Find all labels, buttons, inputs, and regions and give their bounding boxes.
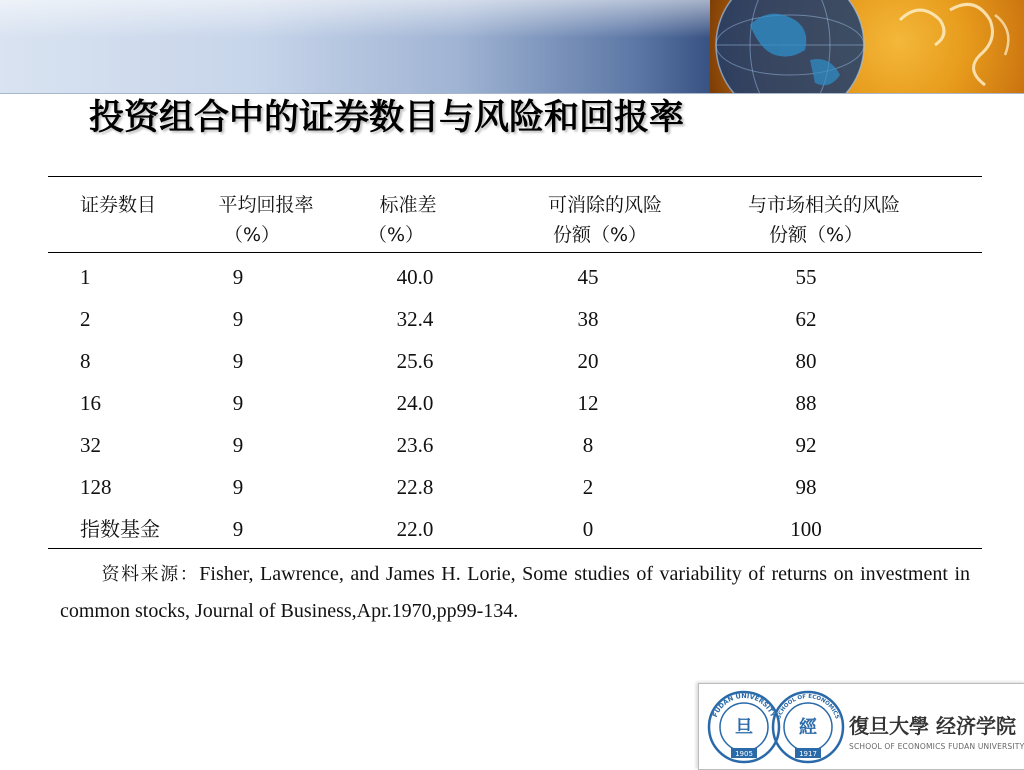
- cell-diversifiable-risk: 45: [577, 265, 599, 289]
- cell-diversifiable-risk: 0: [582, 517, 594, 541]
- university-seals: [707, 690, 847, 764]
- cell-diversifiable-risk: 8: [582, 433, 594, 457]
- svg-text:旦: 旦: [735, 717, 753, 738]
- col-header-market-risk: 与市场相关的风险: [747, 194, 901, 216]
- cell-market-risk: 62: [795, 307, 817, 331]
- cell-market-risk: 92: [795, 433, 817, 457]
- cell-securities-count: 16: [80, 391, 101, 415]
- svg-text:SCHOOL OF ECONOMICS: SCHOOL OF ECONOMICS: [776, 693, 840, 720]
- cell-avg-return: 9: [232, 433, 244, 457]
- cell-diversifiable-risk: 38: [577, 307, 599, 331]
- table-bottom-rule: [48, 548, 982, 549]
- cell-diversifiable-risk: 12: [577, 391, 599, 415]
- cell-avg-return: 9: [232, 307, 244, 331]
- cell-avg-return: 9: [232, 349, 244, 373]
- col-header-diversifiable-risk: 可消除的风险: [547, 194, 663, 216]
- source-citation: Fisher, Lawrence, and James H. Lorie, Some studies of variability of returns on investment in common stocks, Journal of Business,Apr.1970,pp99-134.: [60, 563, 970, 622]
- fudan-economics-logo: [698, 683, 1024, 770]
- cell-securities-count: 指数基金: [80, 517, 160, 541]
- cell-std-dev: 22.0: [396, 517, 434, 541]
- cell-avg-return: 9: [232, 475, 244, 499]
- source-note: [60, 556, 970, 629]
- cell-market-risk: 100: [790, 517, 822, 541]
- col-header-avg-return-unit: （%）: [223, 224, 281, 246]
- header-banner: [0, 0, 1024, 94]
- cell-securities-count: 1: [80, 265, 91, 289]
- svg-text:經: 經: [799, 717, 817, 738]
- cell-avg-return: 9: [232, 391, 244, 415]
- cell-securities-count: 128: [80, 475, 112, 499]
- cell-market-risk: 55: [795, 265, 817, 289]
- col-header-std-dev-unit: （%）: [367, 224, 425, 246]
- logo-name-zh: 復旦大學 经济学院: [849, 714, 1016, 738]
- economics-seal: [773, 692, 843, 762]
- cell-securities-count: 8: [80, 349, 91, 373]
- table-header-rule: [48, 252, 982, 253]
- cell-diversifiable-risk: 20: [577, 349, 599, 373]
- cell-std-dev: 24.0: [396, 391, 434, 415]
- cell-std-dev: 22.8: [396, 475, 434, 499]
- cell-diversifiable-risk: 2: [582, 475, 594, 499]
- source-label: 资料来源：: [100, 564, 200, 585]
- globe-graphic: [710, 0, 870, 94]
- cell-securities-count: 2: [80, 307, 91, 331]
- col-header-avg-return: 平均回报率: [218, 194, 314, 216]
- svg-text:FUDAN UNIVERSITY: FUDAN UNIVERSITY: [710, 692, 778, 719]
- cell-market-risk: 98: [795, 475, 817, 499]
- cell-std-dev: 40.0: [396, 265, 434, 289]
- col-header-diversifiable-risk-unit: 份额（%）: [552, 224, 648, 246]
- cell-std-dev: 32.4: [396, 307, 434, 331]
- fudan-seal: [709, 692, 779, 762]
- svg-text:1905: 1905: [735, 750, 753, 758]
- logo-name-en: SCHOOL OF ECONOMICS FUDAN UNIVERSITY: [849, 742, 1024, 751]
- col-header-market-risk-unit: 份额（%）: [768, 224, 864, 246]
- cell-securities-count: 32: [80, 433, 101, 457]
- banner-decoration: [880, 0, 1024, 93]
- cell-avg-return: 9: [232, 265, 244, 289]
- cell-market-risk: 88: [795, 391, 817, 415]
- slide-title: 投资组合中的证券数目与风险和回报率: [89, 98, 685, 138]
- col-header-std-dev: 标准差: [379, 194, 437, 216]
- cell-market-risk: 80: [795, 349, 817, 373]
- table-top-rule: [48, 176, 982, 177]
- cell-std-dev: 25.6: [396, 349, 434, 373]
- cell-avg-return: 9: [232, 517, 244, 541]
- cell-std-dev: 23.6: [396, 433, 434, 457]
- svg-text:1917: 1917: [799, 750, 817, 758]
- col-header-securities: 证券数目: [80, 194, 157, 216]
